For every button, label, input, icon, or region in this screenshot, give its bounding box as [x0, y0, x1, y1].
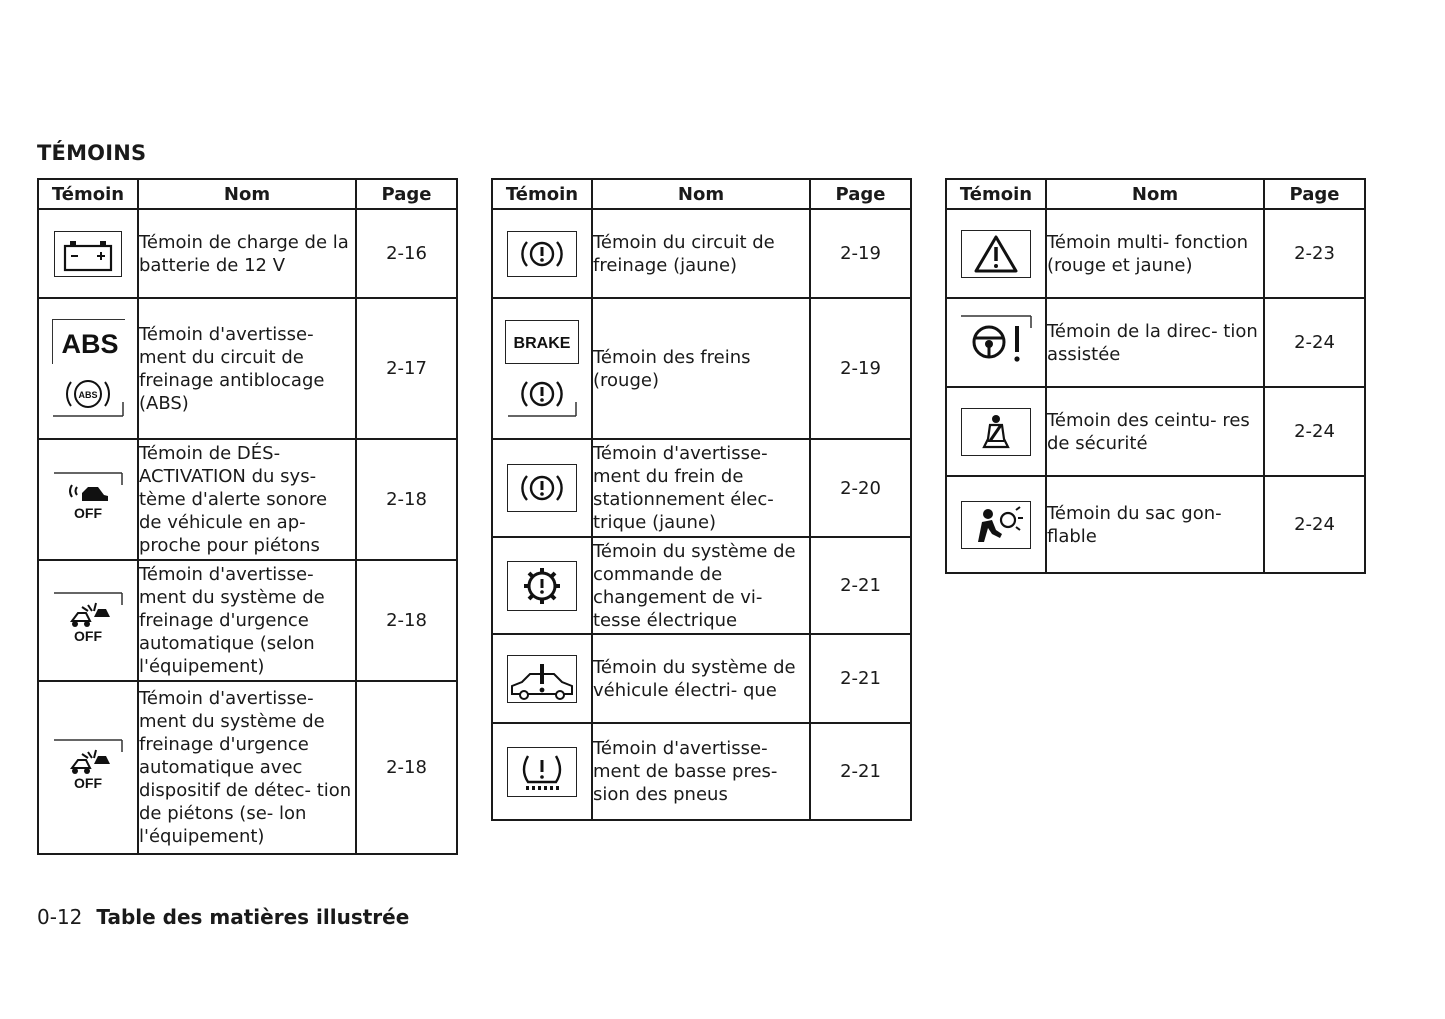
- row-page: 2-23: [1264, 209, 1365, 298]
- row-nom: Témoin d'avertisse- ment du système de freinage d'urgence automatique (selon l'équipement): [138, 560, 356, 681]
- table-row: [38, 560, 457, 681]
- header-nom: Nom: [138, 179, 356, 209]
- row-page: 2-19: [810, 209, 911, 298]
- brake-icon: [492, 298, 592, 439]
- row-page: 2-16: [356, 209, 457, 298]
- aeb-pedestrian-off-icon: [38, 681, 138, 854]
- row-page: 2-24: [1264, 387, 1365, 476]
- table-header: [38, 179, 457, 209]
- warning-lights-table-1: [37, 178, 458, 855]
- row-page: 2-18: [356, 681, 457, 854]
- page-title: TÉMOINS: [37, 141, 147, 165]
- row-nom: Témoin du circuit de freinage (jaune): [592, 209, 810, 298]
- row-page: 2-18: [356, 439, 457, 560]
- abs-circle-icon: [51, 372, 125, 418]
- table-row: [38, 298, 457, 439]
- ev-system-icon: [492, 634, 592, 723]
- vsp-off-icon: [38, 439, 138, 560]
- table-row: [946, 209, 1365, 298]
- header-page: Page: [1264, 179, 1365, 209]
- row-page: 2-17: [356, 298, 457, 439]
- header-page: Page: [356, 179, 457, 209]
- row-nom: Témoin du système de commande de changement de vi- tesse électrique: [592, 537, 810, 634]
- header-temoin: Témoin: [492, 179, 592, 209]
- row-nom: Témoin d'avertisse- ment du système de freinage d'urgence automatique avec dispositif de détec- tion de piétons (se- lon l'équipement): [138, 681, 356, 854]
- aeb-off-icon: [38, 560, 138, 681]
- table-row: [492, 209, 911, 298]
- abs-icon: [38, 298, 138, 439]
- page-footer: [37, 905, 409, 929]
- row-page: 2-21: [810, 634, 911, 723]
- power-steering-icon: [946, 298, 1046, 387]
- row-nom: Témoin d'avertisse- ment de basse pres- sion des pneus: [592, 723, 810, 820]
- row-page: 2-21: [810, 723, 911, 820]
- table-row: [946, 387, 1365, 476]
- table-row: [946, 476, 1365, 573]
- warning-lights-table-2: [491, 178, 912, 821]
- parking-brake-icon: [492, 439, 592, 537]
- header-temoin: Témoin: [946, 179, 1046, 209]
- row-page: 2-24: [1264, 476, 1365, 573]
- table-row: [492, 723, 911, 820]
- table-header: [946, 179, 1365, 209]
- row-nom: Témoin de la direc- tion assistée: [1046, 298, 1264, 387]
- svg-text:OFF: OFF: [74, 774, 102, 791]
- row-nom: Témoin du système de véhicule électri- que: [592, 634, 810, 723]
- row-nom: Témoin des ceintu- res de sécurité: [1046, 387, 1264, 476]
- tire-pressure-icon: [492, 723, 592, 820]
- page-number: 0-12: [37, 905, 83, 929]
- svg-text:OFF: OFF: [74, 504, 102, 521]
- brake-circuit-icon: [492, 209, 592, 298]
- header-temoin: Témoin: [38, 179, 138, 209]
- row-page: 2-24: [1264, 298, 1365, 387]
- header-page: Page: [810, 179, 911, 209]
- svg-text:OFF: OFF: [74, 627, 102, 644]
- brake-circle-icon: [506, 372, 578, 418]
- svg-text:BRAKE: BRAKE: [513, 334, 571, 352]
- row-nom: Témoin du sac gon- flable: [1046, 476, 1264, 573]
- battery-icon: [38, 209, 138, 298]
- row-page: 2-20: [810, 439, 911, 537]
- row-nom: Témoin d'avertisse- ment du frein de stationnement élec- trique (jaune): [592, 439, 810, 537]
- table-row: [946, 298, 1365, 387]
- master-warning-icon: [946, 209, 1046, 298]
- row-nom: Témoin d'avertisse- ment du circuit de freinage antiblocage (ABS): [138, 298, 356, 439]
- table-row: [492, 439, 911, 537]
- table-row: [38, 681, 457, 854]
- header-nom: Nom: [1046, 179, 1264, 209]
- svg-text:ABS: ABS: [78, 390, 98, 400]
- table-row: [492, 537, 911, 634]
- table-row: [38, 439, 457, 560]
- footer-label: Table des matières illustrée: [96, 905, 410, 929]
- row-page: 2-19: [810, 298, 911, 439]
- row-page: 2-21: [810, 537, 911, 634]
- header-nom: Nom: [592, 179, 810, 209]
- table-row: [38, 209, 457, 298]
- table-row: [492, 298, 911, 439]
- table-row: [492, 634, 911, 723]
- warning-lights-table-3: [945, 178, 1366, 574]
- svg-text:ABS: ABS: [60, 329, 119, 359]
- row-nom: Témoin multi- fonction (rouge et jaune): [1046, 209, 1264, 298]
- row-page: 2-18: [356, 560, 457, 681]
- row-nom: Témoin de charge de la batterie de 12 V: [138, 209, 356, 298]
- seat-belt-icon: [946, 387, 1046, 476]
- row-nom: Témoin des freins (rouge): [592, 298, 810, 439]
- row-nom: Témoin de DÉS- ACTIVATION du sys- tème d'alerte sonore de véhicule en ap- proche pour piétons: [138, 439, 356, 560]
- shift-control-icon: [492, 537, 592, 634]
- airbag-icon: [946, 476, 1046, 573]
- table-header: [492, 179, 911, 209]
